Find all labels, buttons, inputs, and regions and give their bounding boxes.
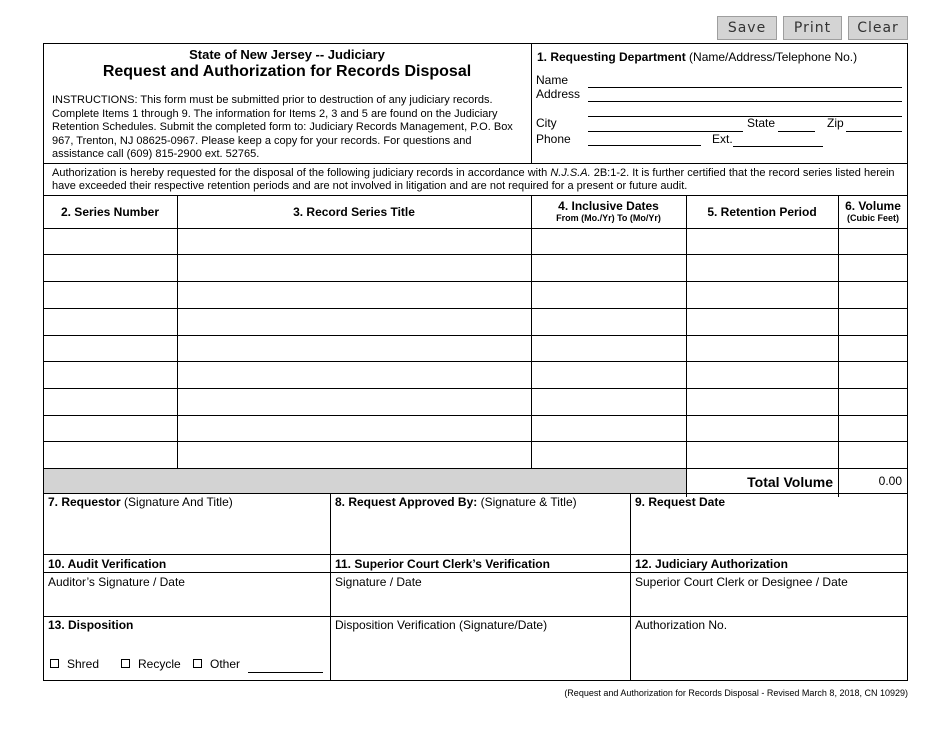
other-checkbox[interactable] bbox=[193, 659, 202, 668]
state-field[interactable] bbox=[778, 131, 815, 132]
phone-label: Phone bbox=[536, 132, 571, 146]
col-header-record-series-title: 3. Record Series Title bbox=[293, 205, 415, 219]
col-subheader-inclusive-dates: From (Mo./Yr) To (Mo/Yr) bbox=[556, 213, 661, 223]
table-row[interactable] bbox=[43, 441, 908, 442]
request-date-field[interactable] bbox=[631, 511, 907, 553]
other-text-field[interactable] bbox=[248, 672, 323, 673]
col-header-inclusive-dates: 4. Inclusive Dates bbox=[558, 199, 659, 213]
disposition-verification-field[interactable] bbox=[331, 634, 629, 680]
request-date-label: 9. Request Date bbox=[635, 495, 726, 509]
table-row[interactable] bbox=[43, 254, 908, 255]
table-top-line bbox=[43, 195, 908, 196]
total-volume-label: Total Volume bbox=[747, 474, 833, 490]
recycle-label: Recycle bbox=[138, 657, 181, 671]
requestor-label: 7. Requestor (Signature And Title) bbox=[48, 495, 233, 509]
disposition-label: 13. Disposition bbox=[48, 618, 134, 632]
table-row[interactable] bbox=[43, 308, 908, 309]
save-button[interactable]: Save bbox=[717, 16, 777, 40]
table-row[interactable] bbox=[43, 335, 908, 336]
shred-label: Shred bbox=[67, 657, 100, 671]
col-divider-4 bbox=[838, 195, 839, 497]
clear-button[interactable]: Clear bbox=[848, 16, 908, 40]
clerk-signature-label: Signature / Date bbox=[335, 575, 422, 589]
col-subheader-volume: (Cubic Feet) bbox=[846, 213, 899, 223]
col-divider-2 bbox=[531, 195, 532, 469]
total-row-bottom-line bbox=[43, 493, 908, 494]
authorization-no-label: Authorization No. bbox=[635, 618, 728, 632]
phone-field[interactable] bbox=[588, 145, 701, 146]
auditor-signature-field[interactable] bbox=[44, 590, 329, 615]
bottom-row-line-2 bbox=[43, 572, 908, 573]
designee-signature-label: Superior Court Clerk or Designee / Date bbox=[635, 575, 848, 589]
clerk-verification-label: 11. Superior Court Clerk’s Verification bbox=[335, 557, 550, 571]
disposition-verification-label: Disposition Verification (Signature/Date) bbox=[335, 618, 548, 632]
col-header-series-number: 2. Series Number bbox=[60, 205, 160, 219]
bottom-row-line-3 bbox=[43, 616, 908, 617]
judiciary-authorization-label: 12. Judiciary Authorization bbox=[635, 557, 788, 571]
col-header-retention-period: 5. Retention Period bbox=[707, 205, 817, 219]
state-line: State of New Jersey -- Judiciary bbox=[189, 47, 385, 62]
table-row[interactable] bbox=[43, 281, 908, 282]
requestor-field[interactable] bbox=[44, 511, 329, 553]
state-label: State bbox=[747, 116, 776, 130]
page-title: Request and Authorization for Records Disposal bbox=[102, 63, 472, 80]
shred-checkbox[interactable] bbox=[50, 659, 59, 668]
name-field[interactable] bbox=[588, 87, 902, 88]
requesting-dept-label: 1. Requesting Department (Name/Address/Telephone No.) bbox=[537, 50, 858, 64]
authorization-text: Authorization is hereby requested for the disposal of the following judiciary records in accordance with N.J.S.A. 2B:1-2. It is further certified that the record series listed herein have exceeded their respective retention periods and are not involved in litigation and are not required for a present or future audit. bbox=[52, 167, 895, 192]
authorization-no-field[interactable] bbox=[631, 634, 907, 680]
city-label: City bbox=[536, 116, 557, 130]
approved-by-field[interactable] bbox=[331, 511, 629, 553]
zip-field[interactable] bbox=[846, 131, 902, 132]
address-label: Address bbox=[536, 87, 581, 101]
total-row-shade bbox=[44, 469, 686, 493]
ext-label: Ext. bbox=[712, 132, 733, 146]
col-divider-3 bbox=[686, 195, 687, 497]
auditor-signature-label: Auditor’s Signature / Date bbox=[48, 575, 185, 589]
print-button[interactable]: Print bbox=[783, 16, 842, 40]
approved-by-label: 8. Request Approved By: (Signature & Title) bbox=[335, 495, 577, 509]
header-bottom-line bbox=[43, 163, 908, 164]
other-label: Other bbox=[210, 657, 241, 671]
bottom-row-line-1 bbox=[43, 554, 908, 555]
address-field-1[interactable] bbox=[588, 101, 902, 102]
recycle-checkbox[interactable] bbox=[121, 659, 130, 668]
table-row[interactable] bbox=[43, 228, 908, 229]
col-header-volume: 6. Volume bbox=[845, 199, 901, 213]
table-row[interactable] bbox=[43, 361, 908, 362]
instructions: INSTRUCTIONS: This form must be submitted prior to destruction of any judiciary records. Complete Items 1 through 9. The information for Items 2, 3 and 5 are found on the Judiciary Retention Schedules. Submit the completed form to: Judiciary Records Management, P.O. Box 967, Trenton, NJ 08625-0967. Please keep a copy for your records. For questions and assistance call (609) 815-2900 ext. 52765. bbox=[52, 94, 513, 160]
zip-label: Zip bbox=[827, 116, 844, 130]
table-row[interactable] bbox=[43, 415, 908, 416]
table-row[interactable] bbox=[43, 388, 908, 389]
name-label: Name bbox=[536, 73, 569, 87]
address-field-2[interactable] bbox=[588, 116, 902, 117]
col-divider-1 bbox=[177, 195, 178, 469]
audit-verification-label: 10. Audit Verification bbox=[48, 557, 167, 571]
footer-revision: (Request and Authorization for Records Disposal - Revised March 8, 2018, CN 10929) bbox=[564, 688, 908, 698]
header-divider bbox=[531, 43, 532, 163]
ext-field[interactable] bbox=[733, 146, 823, 147]
designee-signature-field[interactable] bbox=[631, 590, 907, 615]
clerk-signature-field[interactable] bbox=[331, 590, 629, 615]
total-volume-value[interactable]: 0.00 bbox=[878, 474, 902, 488]
